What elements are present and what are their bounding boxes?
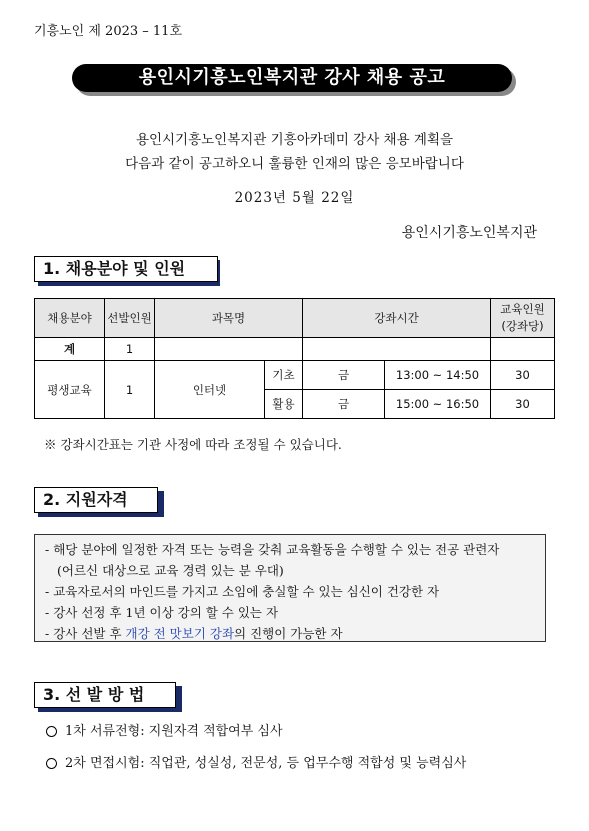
qualification-text: - 강사 선발 후 (45, 626, 126, 641)
session-day: 금 (303, 361, 385, 390)
method-text: 2차 면접시험: 직업관, 성실성, 전문성, 등 업무수행 적합성 및 능력심사 (65, 756, 467, 771)
section3-heading: 3. 선 발 방 법 (34, 682, 176, 708)
header-field: 채용분야 (35, 299, 105, 338)
qualification-item: - 교육자로서의 마인드를 가지고 소임에 충실할 수 있는 심신이 건강한 자 (45, 584, 440, 599)
qualification-item (45, 624, 343, 642)
row-count: 1 (105, 361, 155, 419)
table-header-row (35, 299, 555, 338)
circle-bullet-icon (46, 726, 57, 737)
recruitment-table (34, 298, 555, 419)
qualification-item: - 해당 분야에 일정한 자격 또는 능력을 갖춰 교육활동을 수행할 수 있는 전공 관련자 (45, 542, 500, 557)
page-title: 용인시기흥노인복지관 강사 채용 공고 (72, 64, 512, 92)
intro-line-1: 용인시기흥노인복지관 기흥아카데미 강사 채용 계획을 (135, 132, 454, 148)
header-count: 선발인원 (105, 299, 155, 338)
total-count: 1 (105, 338, 155, 361)
total-empty (155, 338, 303, 361)
method-item (46, 752, 466, 771)
total-empty (491, 338, 555, 361)
header-trainees: 교육인원 (강좌당) (491, 299, 555, 338)
circle-bullet-icon (46, 758, 57, 769)
total-empty (303, 338, 491, 361)
document-number: 기흥노인 제 2023 – 11호 (34, 24, 183, 39)
session-trainees: 30 (491, 361, 555, 390)
method-text: 1차 서류전형: 지원자격 적합여부 심사 (65, 724, 283, 739)
qualification-subitem: (어르신 대상으로 교육 경력 있는 분 우대) (57, 563, 284, 578)
table-total-row (35, 338, 555, 361)
section2-heading: 2. 지원자격 (34, 487, 158, 513)
method-item (46, 720, 283, 739)
session-level: 기초 (265, 361, 303, 390)
qualification-text: 의 진행이 가능한 자 (234, 626, 343, 641)
total-label: 계 (35, 338, 105, 361)
organization-name: 용인시기흥노인복지관 (401, 225, 537, 241)
section1-heading: 1. 채용분야 및 인원 (34, 256, 218, 282)
session-day: 금 (303, 390, 385, 419)
qualification-item: - 강사 선정 후 1년 이상 강의 할 수 있는 자 (45, 605, 279, 620)
announcement-date: 2023년 5월 22일 (234, 190, 355, 206)
table-row (35, 361, 555, 390)
session-time: 15:00 ~ 16:50 (385, 390, 491, 419)
schedule-note: ※ 강좌시간표는 기관 사정에 따라 조정될 수 있습니다. (44, 437, 342, 452)
title-banner (72, 64, 516, 94)
header-subject: 과목명 (155, 299, 303, 338)
session-time: 13:00 ~ 14:50 (385, 361, 491, 390)
row-subject: 인터넷 (155, 361, 265, 419)
qualifications-box (34, 534, 546, 642)
highlighted-text: 개강 전 맛보기 강좌 (125, 626, 235, 641)
intro-line-2: 다음과 같이 공고하오니 훌륭한 인재의 많은 응모바랍니다 (125, 156, 464, 172)
row-field: 평생교육 (35, 361, 105, 419)
header-time: 강좌시간 (303, 299, 491, 338)
session-trainees: 30 (491, 390, 555, 419)
session-level: 활용 (265, 390, 303, 419)
